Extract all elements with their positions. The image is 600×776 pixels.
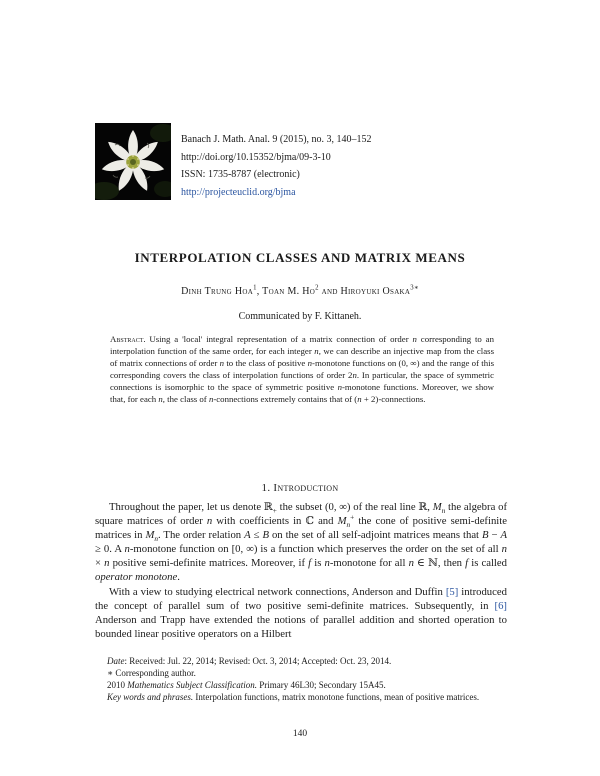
communicated-by: Communicated by F. Kittaneh. (238, 311, 362, 322)
footnotes (95, 656, 507, 704)
journal-logo-flower-image (95, 123, 171, 200)
paper-title: INTERPOLATION CLASSES AND MATRIX MEANS (134, 250, 466, 265)
journal-url-link[interactable]: http://projecteuclid.org/bjma (181, 186, 296, 198)
paragraph-2: With a view to studying electrical network connections, Anderson and Duffin [5] introduced the concept of parallel sum of two positive semi-definite matrices. Subsequently, in [6] Anderson and Trapp have extended the notions of parallel addition and shorted operation to bounded linear positive operators on a Hilbert (95, 585, 507, 640)
footnote-date: Date: Received: Jul. 22, 2014; Revised: Oct. 3, 2014; Accepted: Oct. 23, 2014. (107, 656, 392, 666)
journal-citation: Banach J. Math. Anal. 9 (2015), no. 3, 140–152 (181, 134, 372, 145)
doi-text: http://doi.org/10.15352/bjma/09-3-10 (181, 151, 331, 163)
authors-line: Dinh Trung Hoa$^1$, Toan M. Ho$^2$ and Hiroyuki Osaka$^{3∗}$ (181, 284, 419, 297)
page-number: 140 (292, 729, 308, 739)
flower-icon (95, 123, 171, 200)
citation-link[interactable]: [6] (494, 599, 507, 612)
citation-link[interactable]: [5] (445, 585, 459, 598)
paragraph-1: Throughout the paper, let us denote ℝ$_+$ the subset (0, ∞) of the real line ℝ, $M_n$ the algebra of square matrices of order n with coefficients in ℂ and $M_n^+$ the cone of positive semi-definite matrices in $M_n$. The order relation A ≤ B on the set of all self-adjoint matrices means that B − A ≥ 0. A n-monotone function on [0, ∞) is a function which preserves the order on the set of all n × n positive semi-definite matrices. Moreover, if f is n-monotone for all n ∈ ℕ, then f is called operator monotone. (95, 501, 508, 584)
publication-info (181, 131, 372, 201)
footnote-corresponding-author: ∗ Corresponding author. (107, 667, 196, 678)
footnote-keywords: Key words and phrases. Interpolation functions, matrix monotone functions, mean of positive matrices. (107, 691, 480, 702)
issn-text: ISSN: 1735-8787 (electronic) (181, 169, 300, 180)
abstract: Abstract. Using a 'local' integral representation of a matrix connection of order n corresponding to an interpolation function of the same order, for each integer n, we can describe an injective map from the class of matrix connections of order n to the class of positive n-monotone functions on (0, ∞) and the range of this corresponding covers the class of interpolation functions of order 2n. In particular, the space of symmetric connections is isomorphic to the space of symmetric positive n-monotone functions. Moreover, we show that, for each n, the class of n-connections extremely contains that of (n + 2)-connections. (110, 334, 495, 405)
footnote-msc: 2010 Mathematics Subject Classification. Primary 46L30; Secondary 15A45. (107, 679, 386, 690)
section-heading-introduction: 1. Introduction (261, 482, 339, 494)
body-text (95, 500, 507, 641)
